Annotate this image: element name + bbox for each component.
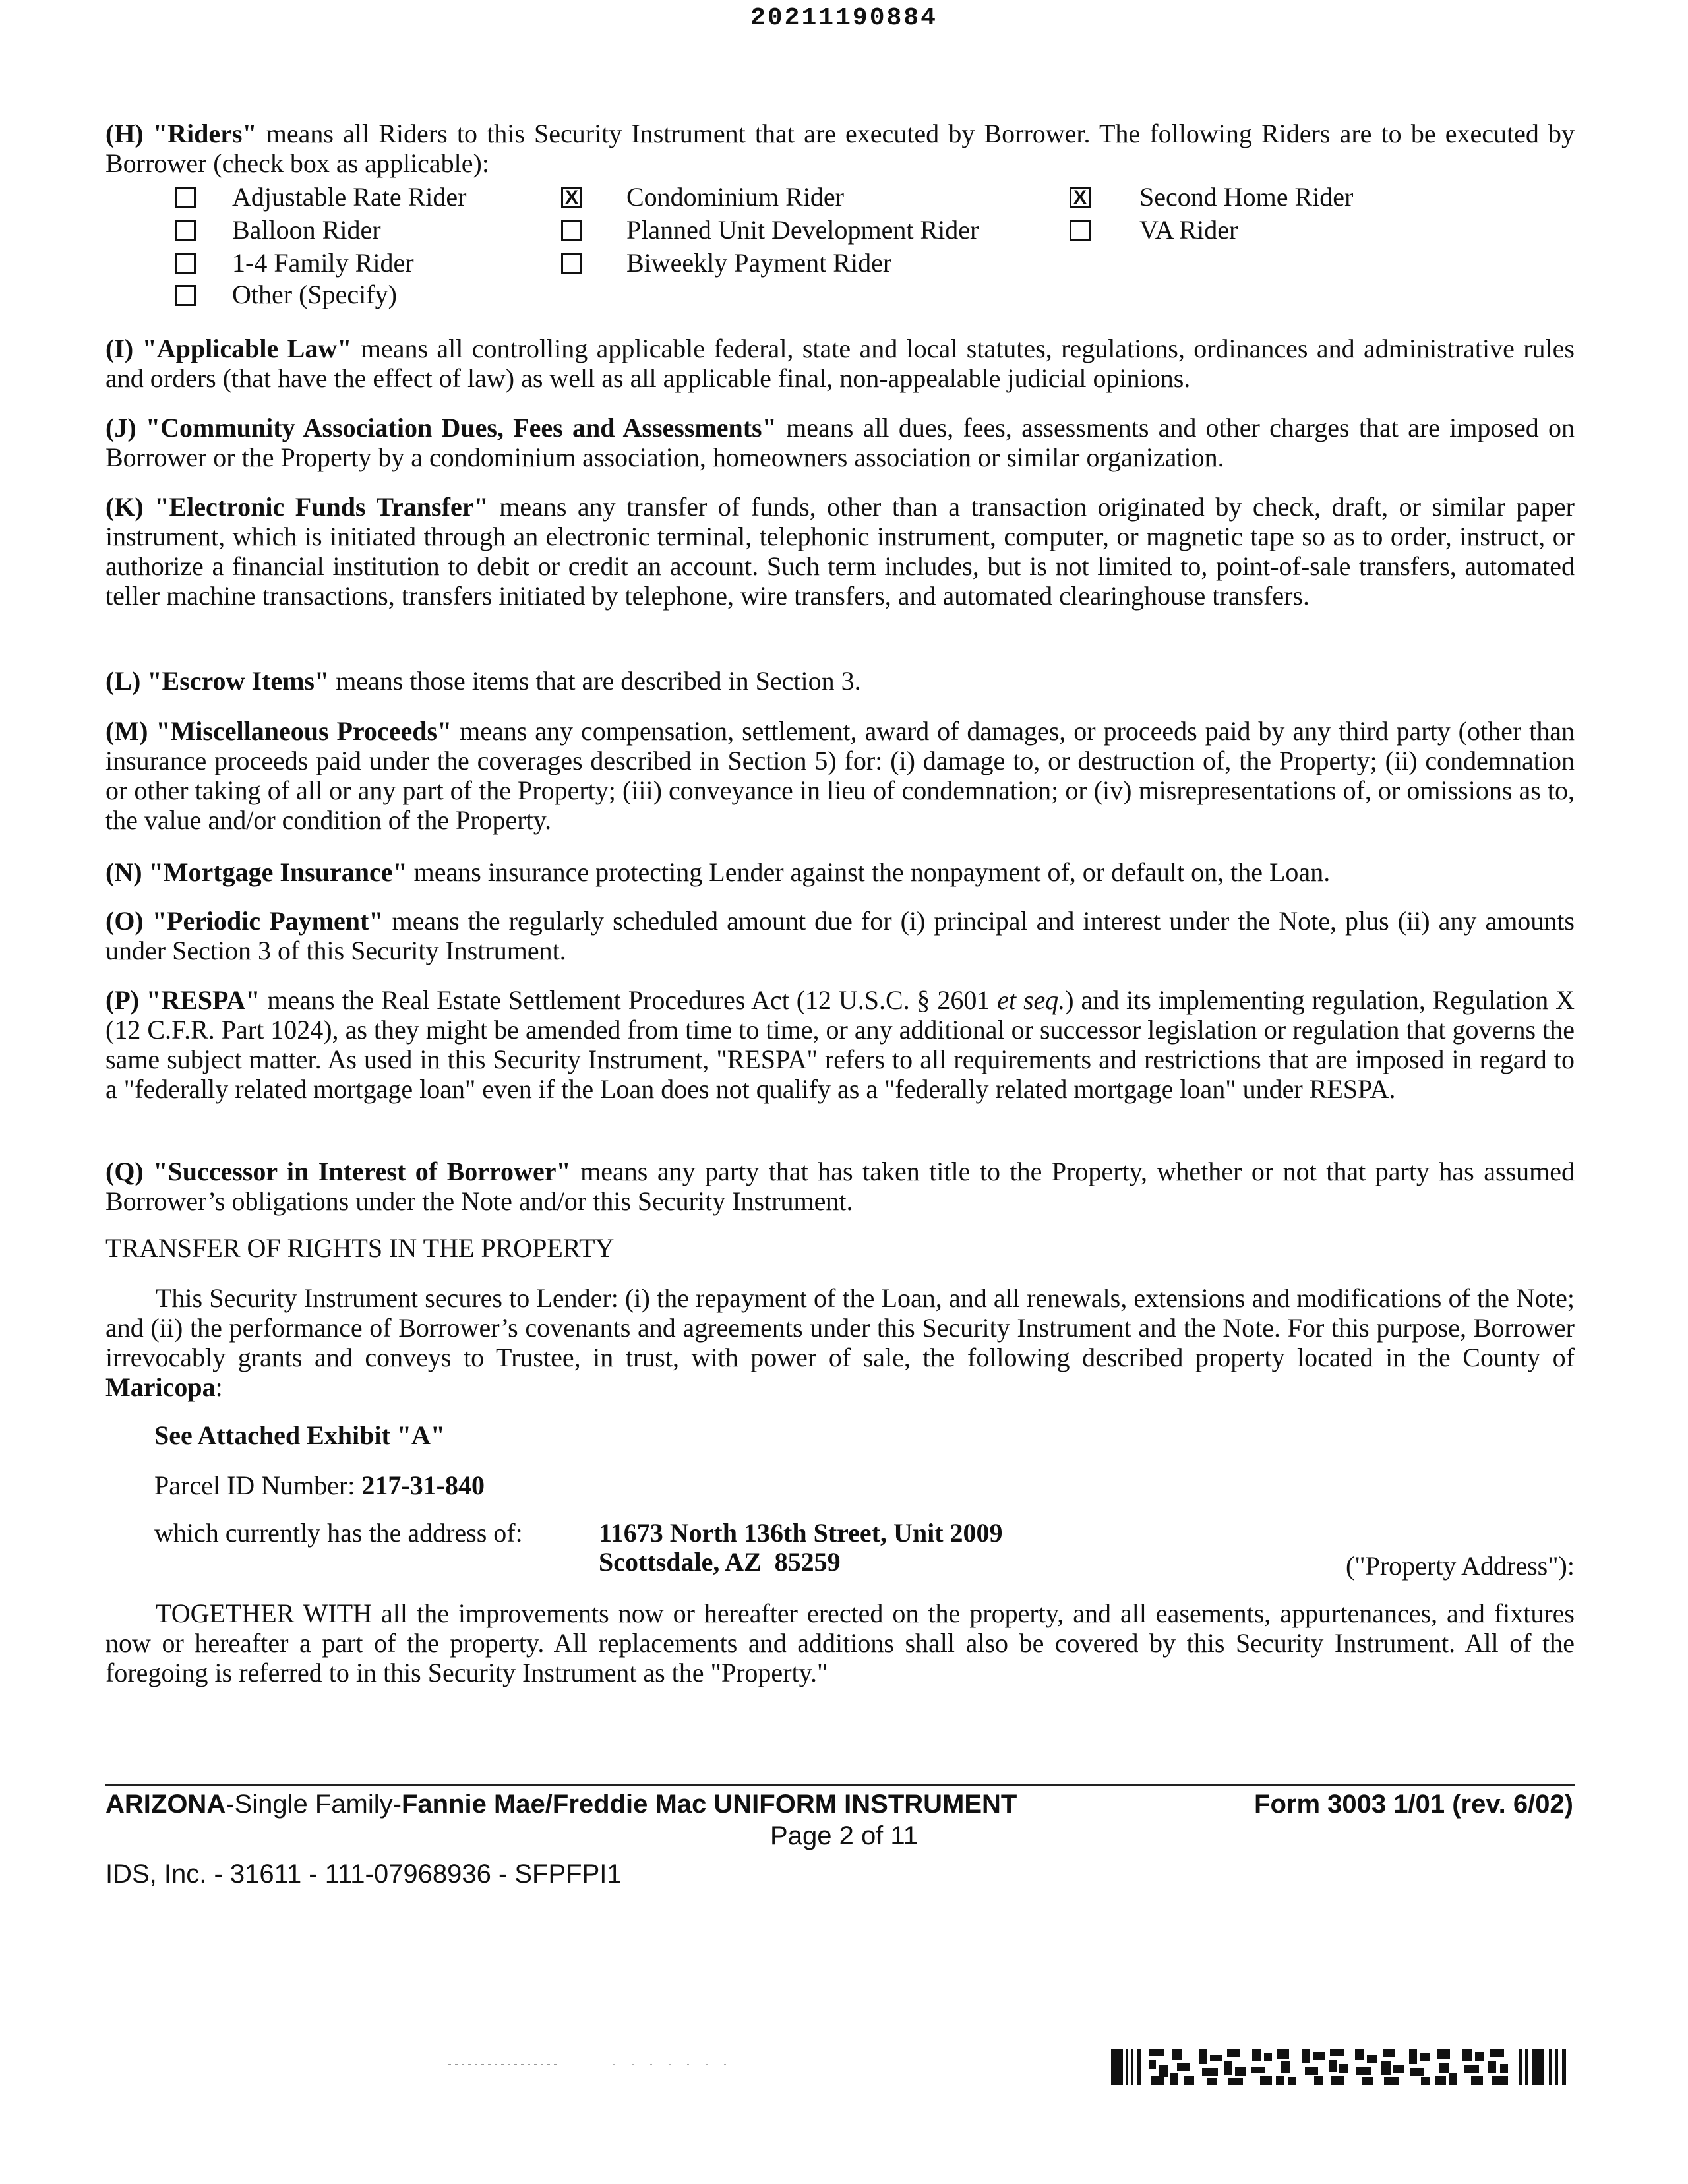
parcel-id-label: Parcel ID Number: bbox=[154, 1471, 362, 1500]
footer-ids: IDS, Inc. - 31611 - 111-07968936 - SFPFPI1 bbox=[106, 1860, 622, 1889]
section-heading: TRANSFER OF RIGHTS IN THE PROPERTY bbox=[106, 1233, 615, 1263]
definition-text: means the Real Estate Settlement Procedures Act (12 U.S.C. § 2601 bbox=[260, 985, 998, 1015]
definition-applicable-law bbox=[106, 334, 1575, 393]
definition-text: means the regularly scheduled amount due for (i) principal and interest under the Note, plus (ii) any amounts under Section 3 of this Security Instrument. bbox=[106, 906, 1575, 965]
rider-label: Biweekly Payment Rider bbox=[626, 248, 892, 278]
page-number: Page 2 of 11 bbox=[770, 1821, 918, 1850]
checkbox-second-home-rider[interactable]: X bbox=[1070, 187, 1091, 208]
rider-label: Second Home Rider bbox=[1139, 182, 1354, 212]
rider-label: Condominium Rider bbox=[626, 182, 844, 212]
checkbox-balloon-rider[interactable] bbox=[175, 220, 196, 241]
rider-label: VA Rider bbox=[1139, 215, 1238, 245]
definition-text: means any transfer of funds, other than a transaction originated by check, draft, or similar paper instrument, which is initiated through an electronic terminal, telephonic instrument, computer, or magnetic tape so as to order, instruct, or authorize a financial institution to debit or credit an account. Such term includes, but is not limited to, point-of-sale transfers, automated teller machine transactions, transfers initiated by telephone, wire transfers, and automated clearinghouse transfers. bbox=[106, 492, 1575, 611]
rider-label: Other (Specify) bbox=[232, 280, 397, 309]
definition-text: means any party that has taken title to the Property, whether or not that party has assumed Borrower’s obligations under the Note and/or this Security Instrument. bbox=[106, 1157, 1575, 1216]
property-address-suffix: ("Property Address"): bbox=[1345, 1551, 1575, 1581]
together-with-paragraph: TOGETHER WITH all the improvements now or hereafter erected on the property, and all easements, appurtenances, and fixtures now or hereafter a part of the property. All replacements and additions shall also be covered by this Security Instrument. All of the foregoing is referred to in this Security Instrument as the "Property." bbox=[106, 1598, 1575, 1687]
exhibit-reference: See Attached Exhibit "A" bbox=[154, 1420, 446, 1450]
checkbox-other-rider[interactable] bbox=[175, 285, 196, 306]
definition-successor-in-interest bbox=[106, 1157, 1575, 1216]
transfer-colon: : bbox=[215, 1372, 223, 1402]
definition-label: (K) "Electronic Funds Transfer" bbox=[106, 492, 489, 522]
footer-mid: -Single Family- bbox=[226, 1790, 402, 1819]
recording-number: 20211190884 bbox=[750, 4, 938, 32]
definition-label: (Q) "Successor in Interest of Borrower" bbox=[106, 1157, 571, 1186]
parcel-id-line bbox=[154, 1471, 485, 1501]
address-line-2: Scottsdale, AZ 85259 bbox=[599, 1547, 841, 1577]
definition-mortgage-insurance bbox=[106, 857, 1575, 887]
footer-rule bbox=[106, 1784, 1575, 1786]
transfer-paragraph bbox=[106, 1283, 1575, 1402]
definition-respa bbox=[106, 985, 1575, 1104]
definition-electronic-funds-transfer bbox=[106, 492, 1575, 611]
definition-escrow-items bbox=[106, 666, 1575, 696]
rider-label: 1-4 Family Rider bbox=[232, 248, 414, 278]
definition-riders bbox=[106, 119, 1575, 178]
definition-text: means any compensation, settlement, award of damages, or proceeds paid by any third party (other than insurance proceeds paid under the coverages described in Section 5) for: (i) damage to, or destruction of, the Property; (ii) condemnation or other taking of all or any part of the Property; (iii) conveyance in lieu of condemnation; or (iv) misrepresentations of, or omissions as to, the value and/or condition of the Property. bbox=[106, 716, 1575, 835]
definition-label: (L) "Escrow Items" bbox=[106, 666, 330, 696]
definition-label: (N) "Mortgage Insurance" bbox=[106, 857, 407, 887]
definition-text: means all dues, fees, assessments and other charges that are imposed on Borrower or the Property by a condominium association, homeowners association or similar organization. bbox=[106, 413, 1575, 472]
footer-brand: Fannie Mae/Freddie Mac UNIFORM INSTRUMENT bbox=[401, 1790, 1017, 1819]
definition-text: means all Riders to this Security Instrument that are executed by Borrower. The following Riders are to be executed by Borrower (check box as applicable): bbox=[106, 119, 1575, 178]
definition-periodic-payment bbox=[106, 906, 1575, 965]
definition-label: (J) "Community Association Dues, Fees and Assessments" bbox=[106, 413, 777, 442]
scan-noise bbox=[613, 2064, 732, 2065]
address-label: which currently has the address of: bbox=[154, 1518, 523, 1548]
rider-label: Planned Unit Development Rider bbox=[626, 215, 979, 245]
county-name: Maricopa bbox=[106, 1372, 216, 1402]
address-line-1: 11673 North 136th Street, Unit 2009 bbox=[599, 1518, 1003, 1548]
definition-text: means those items that are described in Section 3. bbox=[329, 666, 861, 696]
rider-label: Adjustable Rate Rider bbox=[232, 182, 467, 212]
definition-miscellaneous-proceeds bbox=[106, 716, 1575, 835]
footer-form-number: Form 3003 1/01 (rev. 6/02) bbox=[1254, 1790, 1573, 1819]
footer-state: ARIZONA bbox=[106, 1790, 226, 1819]
checkbox-adjustable-rate-rider[interactable] bbox=[175, 187, 196, 208]
definition-text: means all controlling applicable federal, state and local statutes, regulations, ordinances and administrative rules and orders (that have the effect of law) as well as all applicable final, non-appealable judicial opinions. bbox=[106, 334, 1575, 393]
checkbox-pud-rider[interactable] bbox=[561, 220, 582, 241]
rider-label: Balloon Rider bbox=[232, 215, 381, 245]
definition-text-italic: et seq. bbox=[997, 985, 1066, 1015]
parcel-id-value: 217-31-840 bbox=[361, 1471, 485, 1500]
checkbox-1-4-family-rider[interactable] bbox=[175, 253, 196, 274]
definition-community-association-dues bbox=[106, 413, 1575, 472]
checkbox-condominium-rider[interactable]: X bbox=[561, 187, 582, 208]
definition-label: (O) "Periodic Payment" bbox=[106, 906, 384, 936]
definition-label: (M) "Miscellaneous Proceeds" bbox=[106, 716, 452, 746]
transfer-text: This Security Instrument secures to Lender: (i) the repayment of the Loan, and all renewals, extensions and modifications of the Note; and (ii) the performance of Borrower’s covenants and agreements under this Security Instrument and the Note. For this purpose, Borrower irrevocably grants and conveys to Trustee, in trust, with power of sale, the following described property located in the County of bbox=[106, 1283, 1575, 1372]
checkbox-va-rider[interactable] bbox=[1070, 220, 1091, 241]
checkbox-biweekly-payment-rider[interactable] bbox=[561, 253, 582, 274]
document-barcode bbox=[1111, 2047, 1579, 2088]
scan-noise bbox=[448, 2064, 560, 2065]
definition-text: means insurance protecting Lender against the nonpayment of, or default on, the Loan. bbox=[407, 857, 1331, 887]
footer-title bbox=[106, 1790, 1017, 1819]
definition-label: (H) "Riders" bbox=[106, 119, 257, 148]
definition-text: ) and its implementing regulation, Regulation X (12 C.F.R. Part 1024), as they might be amended from time to time, or any additional or successor legislation or regulation that governs the same subject matter. As used in this Security Instrument, "RESPA" refers to all requirements and restrictions that are imposed in regard to a "federally related mortgage loan" even if the Loan does not qualify as a "federally related mortgage loan" under RESPA. bbox=[106, 985, 1575, 1104]
definition-label: (P) "RESPA" bbox=[106, 985, 260, 1015]
definition-label: (I) "Applicable Law" bbox=[106, 334, 352, 363]
